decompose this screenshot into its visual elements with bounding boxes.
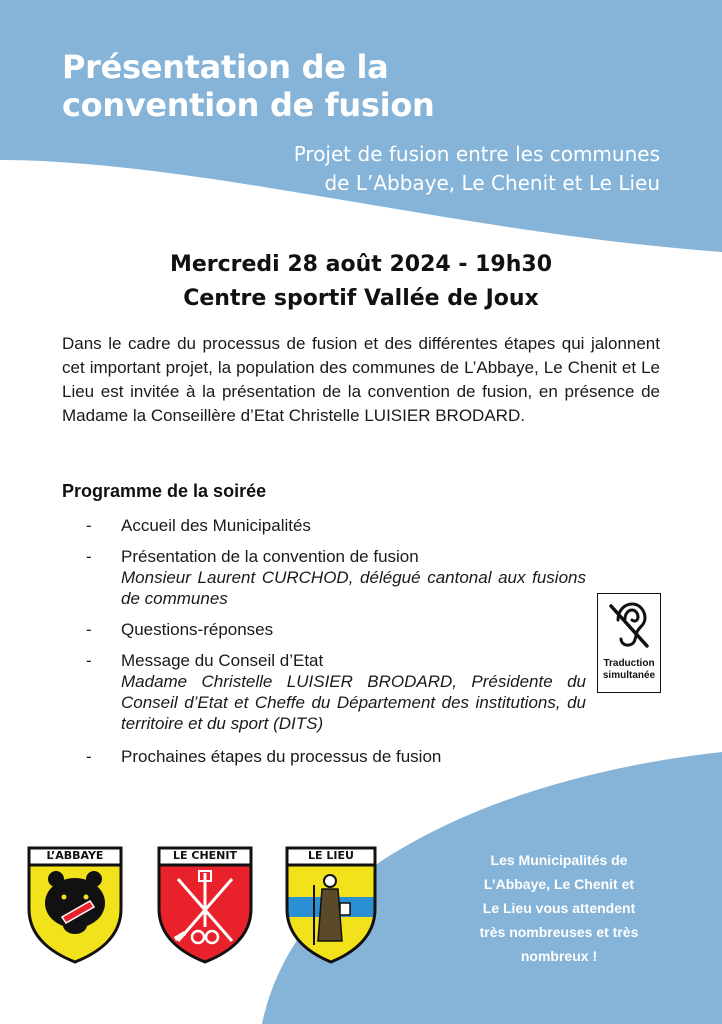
page-subtitle bbox=[294, 140, 660, 198]
subtitle-line-1: Projet de fusion entre les communes bbox=[293, 142, 660, 166]
closing-line: très nombreuses et très bbox=[479, 924, 639, 940]
list-dash: - bbox=[86, 516, 92, 535]
list-dash: - bbox=[86, 651, 92, 670]
program-item bbox=[86, 546, 586, 609]
event-place: Centre sportif Vallée de Joux bbox=[183, 286, 539, 311]
crest-label: LE LIEU bbox=[308, 849, 354, 862]
subtitle-line-2: de L’Abbaye, Le Chenit et Le Lieu bbox=[324, 171, 660, 195]
page-title bbox=[62, 48, 435, 124]
program-item bbox=[86, 746, 586, 767]
program-item bbox=[86, 515, 586, 536]
list-dash: - bbox=[86, 547, 92, 566]
title-line-2: convention de fusion bbox=[62, 86, 435, 124]
crest-le-lieu bbox=[284, 845, 378, 965]
event-date: Mercredi 28 août 2024 - 19h30 bbox=[169, 252, 553, 277]
translation-badge-line-2: simultanée bbox=[602, 670, 656, 681]
header-blue-shape bbox=[0, 0, 722, 252]
program-list bbox=[86, 515, 586, 777]
program-item-label: Questions-réponses bbox=[121, 620, 274, 639]
crest-le-chenit bbox=[156, 845, 254, 965]
list-dash: - bbox=[86, 747, 92, 766]
closing-line: L’Abbaye, Le Chenit et bbox=[483, 876, 635, 892]
program-title: Programme de la soirée bbox=[62, 481, 267, 501]
hearing-impaired-icon bbox=[607, 600, 651, 652]
program-item-label: Accueil des Municipalités bbox=[121, 516, 311, 535]
program-item-label: Message du Conseil d’Etat bbox=[121, 651, 324, 670]
intro-paragraph: Dans le cadre du processus de fusion et des différentes étapes qui jalonnent cet important projet, la population des communes de L’Abbaye, Le Chenit et Le Lieu est invitée à la présentation de la convention de fusion, en présence de Madame la Conseillère d’Etat Christelle LUISIER BRODARD. bbox=[62, 334, 660, 425]
title-line-1: Présentation de la bbox=[62, 48, 389, 86]
list-dash: - bbox=[86, 620, 92, 639]
closing-message bbox=[448, 848, 670, 968]
translation-badge-line-1: Traduction bbox=[603, 658, 655, 669]
crest-label: L’ABBAYE bbox=[46, 849, 104, 862]
closing-line: Le Lieu vous attendent bbox=[482, 900, 636, 916]
program-item bbox=[86, 650, 586, 734]
closing-line: nombreux ! bbox=[520, 948, 598, 964]
crest-labbaye bbox=[26, 845, 124, 965]
crest-label: LE CHENIT bbox=[173, 849, 237, 862]
translation-badge-text bbox=[598, 658, 660, 682]
program-item bbox=[86, 619, 586, 640]
program-item-label: Prochaines étapes du processus de fusion bbox=[121, 747, 442, 766]
program-item-detail: Monsieur Laurent CURCHOD, délégué cantonal aux fusions de communes bbox=[121, 568, 586, 608]
program-item-detail: Madame Christelle LUISIER BRODARD, Présidente du Conseil d’Etat et Cheffe du Département des institutions, du territoire et du sport (DITS) bbox=[121, 672, 586, 733]
closing-line: Les Municipalités de bbox=[490, 852, 628, 868]
translation-badge bbox=[597, 593, 661, 693]
program-item-label: Présentation de la convention de fusion bbox=[121, 547, 419, 566]
